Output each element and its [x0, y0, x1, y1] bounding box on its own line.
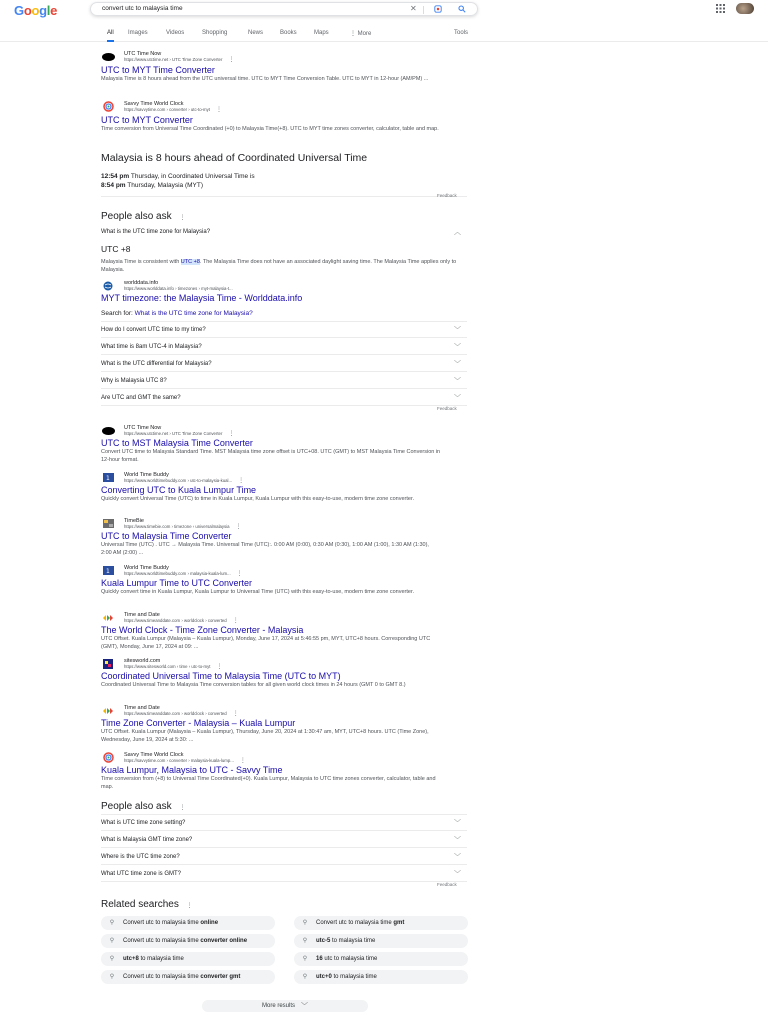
search-input[interactable]: convert utc to malaysia time [102, 5, 183, 12]
paa-question[interactable]: Are UTC and GMT the same? ﹀ [101, 390, 467, 406]
result-title-link[interactable]: The World Clock - Time Zone Converter - Malaysia [101, 625, 304, 635]
more-options-icon: ⋮ [216, 663, 223, 670]
tab-videos[interactable]: Videos [166, 30, 185, 36]
result-site-name: Savvy Time World Clock [124, 100, 184, 107]
search-result [101, 565, 441, 597]
result-snippet: Time conversion from (+8) to Universal Time Coordinated(+0). Kuala Lumpur, Malaysia to UTC time zones converter, calculator, table and map. [101, 776, 436, 790]
result-url[interactable]: https://savvytime.com › converter › utc-to-myt ⋮ [124, 106, 222, 113]
tab-shopping[interactable]: Shopping [202, 30, 228, 36]
related-search-text: 16 utc to malaysia time [316, 955, 378, 962]
result-url[interactable]: https://www.timebie.com › timezone › universalmalaysia ⋮ [124, 523, 242, 530]
result-title-link[interactable]: Kuala Lumpur, Malaysia to UTC - Savvy Time [101, 765, 283, 775]
result-site-name: TimeBie [124, 517, 144, 524]
chevron-up-icon: ︿ [454, 229, 461, 236]
more-options-icon: ⋮ [215, 106, 222, 113]
search-result [101, 425, 441, 464]
result-url[interactable]: https://www.timeanddate.com › worldclock › converted ⋮ [124, 710, 239, 717]
timebie-favicon [101, 518, 115, 529]
more-options-icon: ⋮ [235, 523, 242, 530]
related-search-chip[interactable] [294, 970, 468, 984]
related-search-chip[interactable] [294, 916, 468, 930]
feedback-link[interactable]: Feedback [437, 406, 457, 411]
search-icon: ⚲ [302, 955, 308, 962]
result-site-name: Time and Date [124, 704, 160, 711]
result-snippet: Quickly convert time in Kuala Lumpur, Kuala Lumpur to Universal Time (UTC) with this easy-to-use, modern time zone converter. [101, 589, 415, 595]
search-icon: ⚲ [109, 973, 115, 980]
related-search-text: utc+0 to malaysia time [316, 973, 377, 980]
related-search-text: Convert utc to malaysia time converter gmt [123, 973, 241, 980]
lens-icon[interactable] [434, 5, 442, 13]
chevron-down-icon: ﹀ [454, 394, 461, 402]
search-result [101, 51, 441, 84]
world-time-buddy-favicon [101, 472, 115, 483]
tab-bar [0, 30, 768, 42]
paa-question[interactable]: What is UTC time zone setting? ﹀ [101, 815, 467, 831]
related-search-text: Convert utc to malaysia time online [123, 919, 219, 926]
paa-answer-text: Malaysia Time is consistent with UTC +8. The Malaysia Time does not have an associated daylight saving time. The Malaysia Time applies only to Malaysia. [101, 259, 457, 273]
result-site-name: Savvy Time World Clock [124, 751, 184, 758]
paa-question[interactable]: How do I convert UTC time to my time? ﹀ [101, 322, 467, 338]
chevron-down-icon: ﹀ [454, 360, 461, 368]
search-result [101, 101, 441, 134]
savvy-time-favicon [101, 752, 115, 763]
search-icon: ⚲ [109, 937, 115, 944]
people-also-ask-heading: People also ask ⋮ [101, 801, 186, 812]
result-title-link[interactable]: UTC to MYT Converter [101, 115, 193, 125]
search-for-link[interactable]: What is the UTC time zone for Malaysia? [134, 310, 253, 317]
result-title-link[interactable]: Coordinated Universal Time to Malaysia Time (UTC to MYT) [101, 671, 341, 681]
savvy-time-favicon [101, 101, 115, 112]
chevron-down-icon: ﹀ [454, 836, 461, 844]
tab-books[interactable]: Books [280, 30, 297, 36]
tab-all[interactable]: All [107, 30, 114, 36]
paa-question[interactable]: What is Malaysia GMT time zone? ﹀ [101, 832, 467, 848]
result-site-name: World Time Buddy [124, 471, 169, 478]
result-snippet: Quickly convert Universal Time (UTC) to time in Kuala Lumpur, Kuala Lumpur with this easy-to-use, modern time zone converter. [101, 496, 415, 502]
chevron-down-icon: ﹀ [454, 870, 461, 878]
paa-question[interactable]: What is the UTC differential for Malaysia? ﹀ [101, 356, 467, 372]
related-search-text: utc-5 to malaysia time [316, 937, 376, 944]
search-result [101, 518, 441, 557]
result-site-name: World Time Buddy [124, 564, 169, 571]
more-options-icon: ⋮ [236, 570, 243, 577]
time-and-date-favicon [101, 705, 115, 716]
related-search-chip[interactable] [101, 916, 275, 930]
more-options-icon: ⋮ [228, 430, 235, 437]
search-icon[interactable] [458, 5, 466, 13]
more-options-icon: ⋮ [232, 617, 239, 624]
result-title-link[interactable]: UTC to MST Malaysia Time Converter [101, 438, 253, 448]
search-result [101, 612, 441, 651]
feedback-link[interactable]: Feedback [437, 193, 457, 198]
result-title-link[interactable]: UTC to Malaysia Time Converter [101, 531, 232, 541]
result-title-link[interactable]: Kuala Lumpur Time to UTC Converter [101, 578, 253, 588]
related-search-chip[interactable] [294, 934, 468, 948]
worlddata-favicon [101, 280, 115, 291]
result-site-name: Time and Date [124, 611, 160, 618]
result-snippet: UTC Offset. Kuala Lumpur (Malaysia – Kuala Lumpur), Monday, June 17, 2024 at 5:46:55 pm, MYT, UTC+8 hours. Corresponding UTC (GMT), Monday, June 17, 2024 at 09: ... [101, 636, 431, 650]
related-search-chip[interactable] [294, 952, 468, 966]
result-url[interactable]: https://www.utctime.net › UTC Time Zone Converter ⋮ [124, 56, 235, 63]
svg-text:1: 1 [105, 568, 110, 575]
chevron-down-icon: ﹀ [454, 326, 461, 334]
result-site-name: worlddata.info [124, 280, 159, 286]
apps-grid-icon[interactable] [716, 4, 725, 13]
result-snippet: Convert UTC time to Malaysia Standard Time. MST Malaysia time zone offset is UTC+08. UTC (GMT) to MST Malaysia Time Conversion in 12-hour format. [101, 449, 441, 463]
related-search-text: Convert utc to malaysia time converter online [123, 937, 248, 944]
related-search-text: Convert utc to malaysia time gmt [316, 919, 405, 926]
more-options-icon: ⋮ [239, 757, 246, 764]
search-icon: ⚲ [302, 937, 308, 944]
google-logo[interactable]: Google [14, 3, 58, 18]
time-and-date-favicon [101, 612, 115, 623]
search-icon: ⚲ [109, 919, 115, 926]
result-url[interactable]: https://www.worlddata.info › timezones › myt-malaysia-t... [124, 286, 233, 291]
chevron-down-icon: ﹀ [454, 853, 461, 861]
search-icon: ⚲ [302, 919, 308, 926]
answer-details: 12:54 pm Thursday, in Coordinated Universal Time is 8:54 pm Thursday, Malaysia (MYT) [101, 173, 255, 189]
paa-source [101, 280, 441, 304]
avatar[interactable] [736, 3, 754, 14]
result-url[interactable]: https://www.timeanddate.com › worldclock › converted ⋮ [124, 617, 239, 624]
result-url[interactable]: https://www.sitesworld.com › time › utc-to-myt ⋮ [124, 663, 223, 670]
result-title-link[interactable]: Time Zone Converter - Malaysia – Kuala Lumpur [101, 718, 296, 728]
related-searches-heading: Related searches ⋮ [101, 899, 193, 910]
result-title-link[interactable]: Converting UTC to Kuala Lumpur Time [101, 485, 257, 495]
tab-more[interactable]: ⋮ More [350, 31, 372, 37]
search-result [101, 752, 441, 791]
chevron-down-icon: ﹀ [454, 343, 461, 351]
result-url[interactable]: https://www.worldtimebuddy.com › malaysia-kuala-lum... ⋮ [124, 570, 243, 577]
chevron-down-icon: ﹀ [454, 819, 461, 827]
site-favicon [101, 51, 115, 62]
search-icon: ⚲ [109, 955, 115, 962]
result-title-link[interactable]: UTC to MYT Time Converter [101, 65, 215, 75]
feedback-link[interactable]: Feedback [437, 882, 457, 887]
tab-maps[interactable]: Maps [314, 30, 329, 36]
paa-question[interactable]: Why is Malaysia UTC 8? ﹀ [101, 373, 467, 389]
related-search-text: utc+8 to malaysia time [123, 955, 184, 962]
more-options-icon: ⋮ [232, 710, 239, 717]
result-snippet: Universal Time (UTC) . UTC → Malaysia Time. Universal Time (UTC):. 0:00 AM (0:00), 0:30 AM (0:30), 1:00 AM (1:00), 1:30 AM (1:30), 2:00 AM (2:00) ... [101, 542, 429, 556]
paa-answer-heading: UTC +8 [101, 244, 131, 254]
result-url[interactable]: https://www.worldtimebuddy.com › utc-to-malaysia-kual... ⋮ [124, 477, 245, 484]
world-time-buddy-favicon [101, 565, 115, 576]
result-snippet: Coordinated Universal Time to Malaysia Time conversion tables for all given world clock times in 24 hours (GMT 0 to GMT 8.) [101, 682, 406, 688]
more-results-button[interactable]: More results ﹀ [202, 1000, 368, 1012]
related-search-chip[interactable] [101, 970, 275, 984]
paa-question[interactable]: Where is the UTC time zone? ﹀ [101, 849, 467, 865]
answer-heading: Malaysia is 8 hours ahead of Coordinated Universal Time [101, 152, 368, 164]
paa-question[interactable]: What UTC time zone is GMT? ﹀ [101, 866, 467, 882]
search-divider [423, 6, 424, 14]
more-options-icon: ⋮ [238, 477, 245, 484]
paa-source-link[interactable]: MYT timezone: the Malaysia Time - Worlddata.info [101, 293, 303, 303]
chevron-down-icon: ﹀ [454, 377, 461, 385]
related-search-chip[interactable] [101, 952, 275, 966]
svg-text:1: 1 [105, 475, 110, 482]
result-snippet: Malaysia Time is 8 hours ahead from the UTC universal time. UTC to MYT Time Conversion Table. UTC to MYT in 12-hour (AM/PM) ... [101, 76, 429, 82]
result-snippet: UTC Offset. Kuala Lumpur (Malaysia – Kuala Lumpur), Thursday, June 20, 2024 at 1:30:47 am, MYT, UTC+8 hours. UTC (Time Zone), Wednesday, June 19, 2024 at 5:30: ... [101, 729, 429, 743]
chevron-down-icon: ﹀ [301, 1003, 308, 1010]
search-result [101, 472, 441, 504]
sitesworld-favicon [101, 658, 115, 669]
search-for: Search for: What is the UTC time zone for Malaysia? [101, 310, 253, 317]
tools-button[interactable]: Tools [454, 30, 469, 36]
result-url[interactable]: https://savvytime.com › converter › malaysia-kuala-lump... ⋮ [124, 757, 246, 764]
close-icon[interactable]: ✕ [410, 4, 417, 13]
paa-question[interactable]: What time is 8am UTC-4 in Malaysia? ﹀ [101, 339, 467, 355]
result-site-name: UTC Time Now [124, 424, 162, 431]
result-url[interactable]: https://www.utctime.net › UTC Time Zone Converter ⋮ [124, 430, 235, 437]
search-icon: ⚲ [302, 973, 308, 980]
site-favicon [101, 425, 115, 436]
search-result [101, 705, 441, 744]
tab-images[interactable]: Images [128, 30, 148, 36]
result-snippet: Time conversion from Universal Time Coordinated (+0) to Malaysia Time(+8). UTC to MYT time zones converter, calculator, table and map. [101, 126, 439, 132]
tab-news[interactable]: News [248, 30, 264, 36]
paa-question-expanded[interactable]: What is the UTC time zone for Malaysia? ︿ [101, 229, 461, 236]
related-search-chip[interactable] [101, 934, 275, 948]
more-options-icon: ⋮ [228, 56, 235, 63]
search-box[interactable] [90, 2, 478, 16]
divider [101, 196, 467, 197]
result-site-name: UTC Time Now [124, 50, 162, 57]
search-result [101, 658, 441, 690]
result-site-name: sitesworld.com [124, 657, 161, 664]
people-also-ask-heading: People also ask ⋮ [101, 211, 186, 222]
